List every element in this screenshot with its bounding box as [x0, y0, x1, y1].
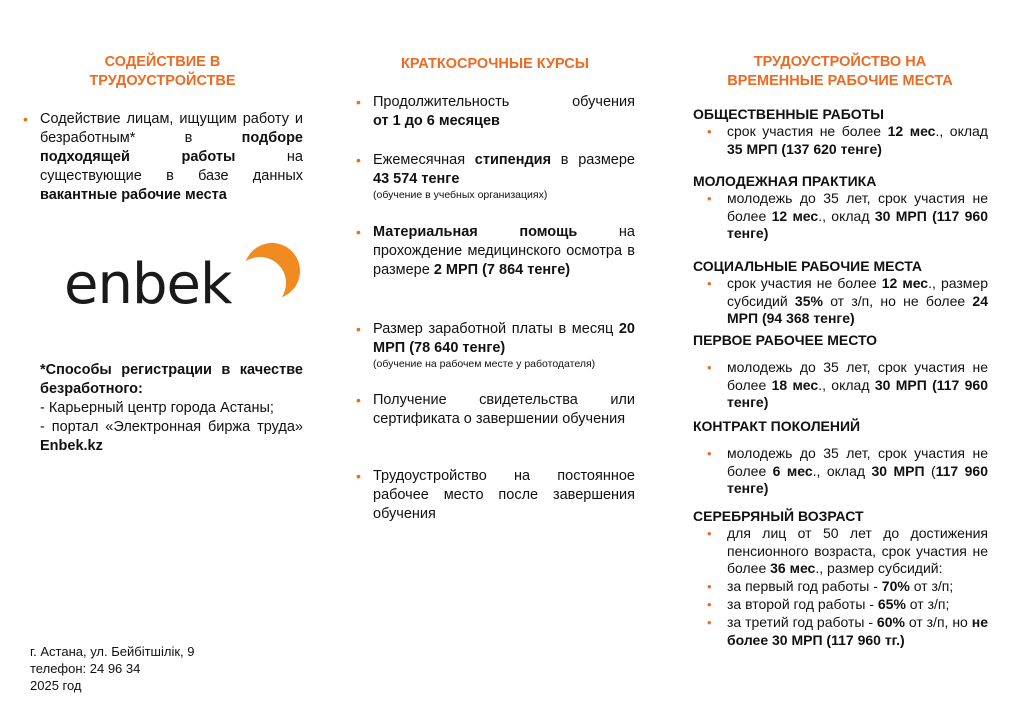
social-jobs-title: СОЦИАЛЬНЫЕ РАБОЧИЕ МЕСТА [693, 258, 922, 274]
generations-contract-item: • молодежь до 35 лет, срок участия не более 6 мес., оклад 30 МРП (117 960 тенге) [727, 445, 988, 498]
silver-age-title: СЕРЕБРЯНЫЙ ВОЗРАСТ [693, 508, 864, 524]
footer-phone: телефон: 24 96 34 [30, 661, 141, 676]
silver-age-item-4: • за третий год работы - 60% от з/п, но не более 30 МРП (117 960 тг.) [727, 614, 988, 649]
note-line1: - Карьерный центр города Астаны; [40, 400, 274, 416]
logo-text: enbek [64, 252, 232, 317]
footer-year: 2025 год [30, 678, 82, 693]
youth-practice-title: МОЛОДЕЖНАЯ ПРАКТИКА [693, 173, 877, 189]
col1-bullet-job-assistance: • Содействие лицам, ищущим работу и безработным* в подборе подходящей работы на существующие в базе данных вакантные рабочие места [40, 110, 303, 205]
registration-note [40, 361, 303, 456]
first-job-item: • молодежь до 35 лет, срок участия не более 18 мес., оклад 30 МРП (117 960 тенге) [727, 359, 988, 412]
course-salary: • Размер заработной платы в месяц 20 МРП (78 640 тенге) (обучение на рабочем месте у работодателя) [373, 320, 635, 371]
generations-contract-title: КОНТРАКТ ПОКОЛЕНИЙ [693, 418, 861, 434]
course-duration: • Продолжительность обучения от 1 до 6 месяцев [373, 93, 635, 131]
footer-contacts [30, 643, 250, 694]
col3-heading-line1: ТРУДОУСТРОЙСТВО НА [753, 54, 927, 70]
first-job-title: ПЕРВОЕ РАБОЧЕЕ МЕСТО [693, 332, 878, 348]
silver-age-item-1: • для лиц от 50 лет до достижения пенсионного возраста, срок участия не более 36 мес., размер субсидий: [727, 525, 988, 578]
col3-heading-line2: ВРЕМЕННЫЕ РАБОЧИЕ МЕСТА [727, 73, 953, 89]
public-works-title: ОБЩЕСТВЕННЫЕ РАБОТЫ [693, 106, 884, 122]
col3-heading [700, 53, 980, 91]
course-medical-aid: • Материальная помощь на прохождение медицинского осмотра в размере 2 МРП (7 864 тенге) [373, 223, 635, 280]
silver-age-item-2: • за первый год работы - 70% от з/п; [727, 578, 988, 596]
course-stipend: • Ежемесячная стипендия в размере 43 574 тенге (обучение в учебных организациях) [373, 151, 635, 202]
course-employment: • Трудоустройство на постоянное рабочее место после завершения обучения [373, 467, 635, 524]
col1-heading [40, 53, 285, 91]
col1-heading-line1: СОДЕЙСТВИЕ В [104, 54, 221, 70]
note-title: *Способы регистрации в качестве безработного: [40, 362, 303, 397]
youth-practice-item: • молодежь до 35 лет, срок участия не более 12 мес., оклад 30 МРП (117 960 тенге) [727, 190, 988, 243]
note-line2: - портал «Электронная биржа труда» Enbek.kz [40, 419, 303, 454]
stipend-note: (обучение в учебных организациях) [373, 189, 548, 201]
course-certificate: • Получение свидетельства или сертификата о завершении обучения [373, 391, 635, 429]
salary-note: (обучение на рабочем месте у работодателя) [373, 358, 596, 370]
social-jobs-item: • срок участия не более 12 мес., размер субсидий 35% от з/п, но не более 24 МРП (94 368 тенге) [727, 275, 988, 328]
silver-age-item-3: • за второй год работы - 65% от з/п; [727, 596, 988, 614]
enbek-logo [62, 235, 302, 325]
footer-address: г. Астана, ул. Бейбітшілік, 9 [30, 644, 195, 659]
public-works-item: • срок участия не более 12 мес., оклад 35 МРП (137 620 тенге) [727, 123, 988, 158]
col1-heading-line2: ТРУДОУСТРОЙСТВЕ [89, 73, 236, 89]
col2-heading: КРАТКОСРОЧНЫЕ КУРСЫ [401, 56, 589, 72]
